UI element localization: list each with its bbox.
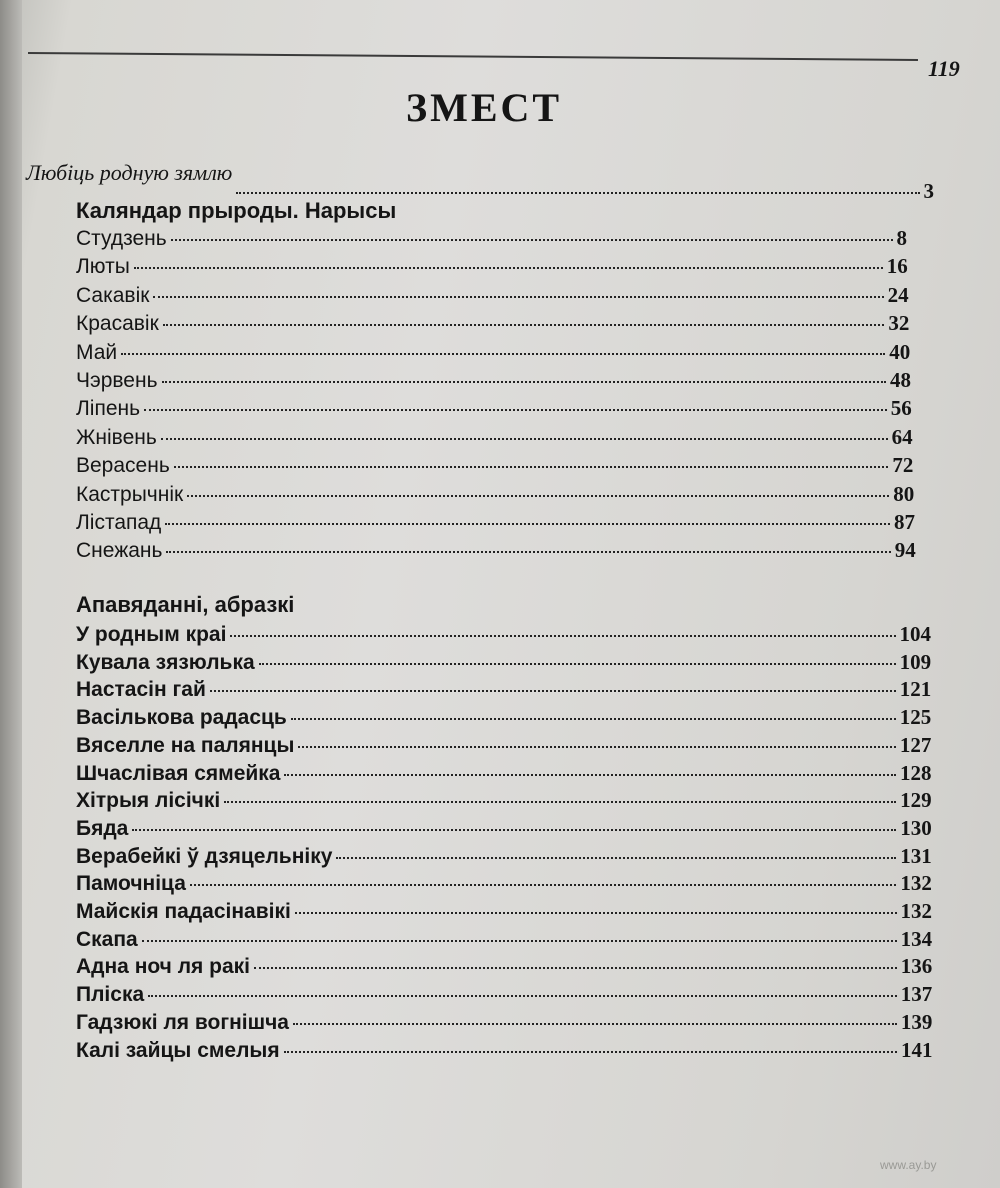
dot-leader (210, 690, 896, 692)
toc-entry (76, 283, 909, 313)
dot-leader (165, 523, 890, 525)
toc-entry (76, 844, 932, 874)
dot-leader (298, 746, 896, 748)
toc-entry-label: Кастрычнік (76, 482, 184, 506)
dot-leader (295, 912, 897, 914)
toc-entry-label: Верасень (76, 454, 170, 478)
dot-leader (224, 801, 896, 803)
dot-leader (171, 239, 893, 241)
dot-leader (190, 884, 896, 886)
toc-entry-label: Настасін гай (76, 678, 206, 702)
toc-entry (76, 396, 912, 426)
dot-leader (293, 1023, 897, 1025)
section-heading: Каляндар прыроды. Нарысы (76, 198, 397, 223)
toc-entry-page: 109 (899, 649, 932, 674)
toc-entry-label: Пліска (76, 983, 145, 1007)
toc-entry (76, 871, 932, 901)
toc-entry-page: 134 (900, 926, 933, 951)
toc-entry-page: 72 (892, 453, 914, 478)
toc-entry-page: 127 (899, 732, 932, 757)
toc-entry (76, 340, 910, 370)
toc-entry-page: 137 (900, 982, 933, 1007)
dot-leader (284, 774, 896, 776)
toc-entry-label: Лістапад (76, 511, 162, 534)
toc-entry-label: Люты (76, 255, 130, 279)
toc-entry (76, 254, 908, 284)
header-rule (28, 52, 918, 61)
dot-leader (148, 995, 897, 997)
toc-entry-page: 104 (899, 622, 931, 646)
toc-entry-label: Студзень (76, 227, 167, 250)
dot-leader (142, 940, 897, 942)
toc-entry-page: 141 (901, 1037, 933, 1062)
toc-entry-page: 128 (900, 760, 932, 785)
toc-entry (76, 954, 932, 984)
dot-leader (291, 718, 896, 720)
dot-leader (230, 635, 895, 637)
toc-entry-label: Верабейкі ў дзяцельніку (76, 844, 333, 868)
toc-entry (76, 425, 913, 455)
toc-entry-page: 16 (886, 254, 908, 279)
dot-leader (187, 495, 889, 497)
toc-entry-page: 24 (887, 282, 909, 307)
toc-entry (76, 482, 914, 512)
toc-entry-page: 94 (894, 538, 916, 563)
toc-entry-page: 87 (894, 510, 915, 534)
toc-entry-label: Красавік (76, 312, 159, 336)
toc-entry (76, 1038, 933, 1068)
toc-entry-page: 132 (900, 871, 932, 896)
toc-entry (76, 677, 931, 707)
toc-entry (76, 1010, 932, 1040)
toc-entry-page: 136 (900, 954, 933, 979)
toc-entry-label: Ліпень (76, 397, 141, 421)
toc-entry-label: Васількова радасць (76, 706, 287, 730)
toc-entry (76, 761, 932, 791)
toc-entry-label: Снежань (76, 539, 163, 563)
toc-entry-label: Вяселле на палянцы (76, 733, 295, 757)
dot-leader (174, 466, 889, 468)
toc-entry (76, 788, 932, 818)
toc-entry-label: Скапа (76, 927, 138, 951)
toc-entry (76, 733, 931, 763)
toc-entry-page: 48 (890, 368, 911, 392)
dot-leader (336, 857, 896, 859)
toc-entry-page: 129 (900, 788, 932, 813)
toc-entry-label: Калі зайцы смелыя (76, 1038, 280, 1062)
toc-entry-page: 64 (891, 424, 913, 449)
toc-intro-entry (26, 160, 934, 203)
toc-entry-label: Жнівень (76, 425, 157, 449)
page-number: 119 (928, 56, 960, 81)
toc-entry-label: Гадзюкі ля вогнішча (76, 1010, 289, 1034)
toc-entry (76, 705, 931, 735)
toc-entry-label: У родным краі (76, 623, 227, 646)
toc-entry-label: Чэрвень (76, 369, 158, 392)
dot-leader (284, 1051, 897, 1053)
toc-entry-page: 131 (900, 843, 932, 868)
dot-leader (166, 551, 890, 553)
toc-entry-page: 32 (888, 311, 910, 336)
toc-entry-label: Шчаслівая сямейка (76, 761, 281, 785)
toc-entry (76, 510, 915, 540)
toc-entry (76, 899, 932, 929)
toc-entry-page: 56 (890, 396, 912, 421)
dot-leader (163, 324, 885, 326)
toc-entry-page: 125 (899, 705, 932, 730)
toc-entry (76, 982, 932, 1012)
toc-entry-page: 8 (896, 226, 907, 250)
section-heading: Апавяданні, абразкі (76, 592, 295, 617)
dot-leader (162, 381, 886, 383)
dot-leader (236, 192, 919, 194)
toc-entry-label: Хітрыя лісічкі (76, 789, 221, 813)
toc-entry-page: 3 (923, 179, 934, 203)
dot-leader (259, 663, 896, 665)
dot-leader (132, 829, 896, 831)
toc-entry-label: Бяда (76, 816, 129, 840)
toc-entry-label: Памочніца (76, 872, 186, 896)
dot-leader (134, 267, 883, 269)
toc-entry-page: 139 (900, 1009, 933, 1034)
page-title: ЗМЕСТ (406, 85, 563, 130)
toc-entry-page: 130 (900, 815, 932, 840)
toc-entry (76, 453, 913, 483)
toc-entry-label: Любіць родную зямлю (26, 160, 233, 185)
toc-entry-label: Сакавік (76, 283, 150, 307)
toc-entry (76, 368, 911, 398)
toc-entry-label: Майскія падасінавікі (76, 900, 291, 923)
toc-entry-page: 121 (899, 677, 932, 702)
binding-shadow (0, 0, 22, 1188)
toc-entry (76, 226, 907, 256)
toc-entry-label: Май (76, 340, 118, 364)
dot-leader (161, 438, 888, 440)
toc-entry-page: 40 (889, 339, 911, 364)
toc-entry-page: 132 (900, 899, 932, 923)
toc-entry (76, 927, 932, 957)
dot-leader (254, 967, 897, 969)
toc-entry-label: Адна ноч ля ракі (76, 955, 250, 979)
toc-entry (76, 311, 909, 341)
toc-entry (76, 650, 931, 680)
watermark: www.ay.by (880, 1158, 937, 1172)
toc-entry-label: Кувала зязюлька (76, 650, 255, 674)
dot-leader (153, 296, 883, 298)
toc-entry (76, 538, 916, 568)
dot-leader (144, 409, 887, 411)
toc-entry (76, 622, 931, 652)
toc-entry-page: 80 (893, 481, 915, 506)
toc-entry (76, 816, 932, 846)
dot-leader (121, 353, 885, 355)
